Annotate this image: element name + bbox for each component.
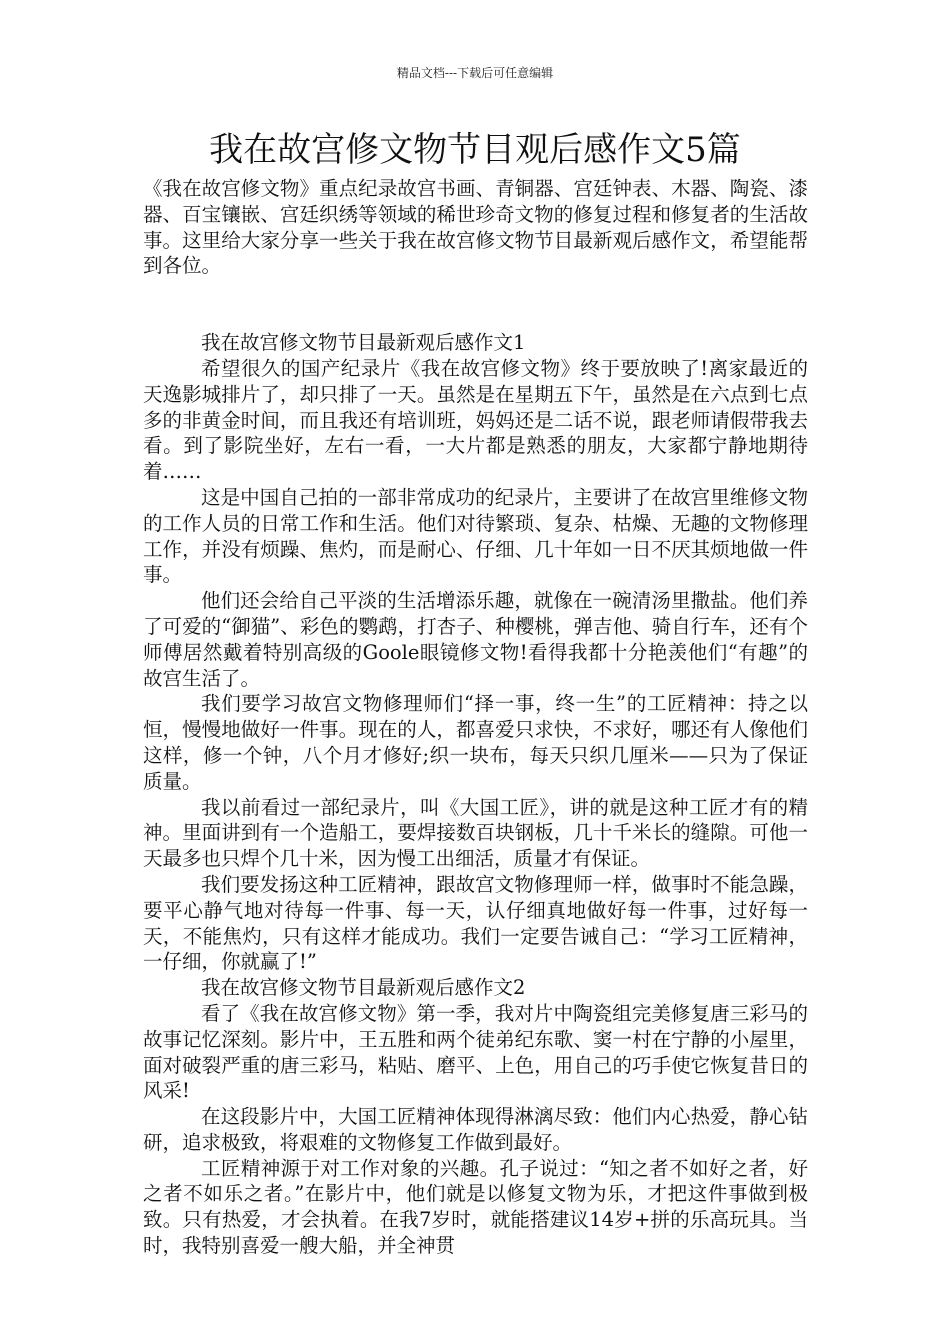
section1-paragraph: 他们还会给自己平淡的生活增添乐趣，就像在一碗清汤里撒盐。他们养了可爱的“御猫”、彩色的鹦鹉，打杏子、种樱桃，弹吉他、骑自行车，还有个师傅居然戴着特别高级的Goole眼镜修文物!看得我都十分艳羡他们“有趣”的故宫生活了。 <box>143 589 808 690</box>
section1-heading: 我在故宫修文物节目最新观后感作文1 <box>201 331 526 355</box>
section1-paragraph: 我们要学习故宫文物修理师们“择一事，终一生”的工匠精神：持之以恒，慢慢地做好一件事。现在的人，都喜爱只求快，不求好，哪还有人像他们这样，修一个钟，八个月才修好;织一块布，每天只织几厘米——只为了保证质量。 <box>143 692 808 793</box>
section2-paragraph: 看了《我在故宫修文物》第一季，我对片中陶瓷组完美修复唐三彩马的故事记忆深刻。影片中，王五胜和两个徒弟纪东歌、窦一村在宁静的小屋里，面对破裂严重的唐三彩马，粘贴、磨平、上色，用自己的巧手使它恢复昔日的风采! <box>143 1001 808 1103</box>
document-title: 我在故宫修文物节目观后感作文5篇 <box>209 130 741 170</box>
section-gap <box>143 279 808 330</box>
section1-paragraph: 我以前看过一部纪录片，叫《大国工匠》，讲的就是这种工匠才有的精神。里面讲到有一个造船工，要焊接数百块钢板，几十千米长的缝隙。可他一天最多也只焊个几十米，因为慢工出细活，质量才有保证。 <box>143 795 808 871</box>
document-body <box>143 176 808 1259</box>
section1-paragraph: 希望很久的国产纪录片《我在故宫修文物》终于要放映了!离家最近的天逸影城排片了，却只排了一天。虽然是在星期五下午，虽然是在六点到七点多的非黄金时间，而且我还有培训班，妈妈还是二话不说，跟老师请假带我去看。到了影院坐好，左右一看，一大片都是熟悉的朋友，大家都宁静地期待着…… <box>143 356 808 484</box>
section2-heading: 我在故宫修文物节目最新观后感作文2 <box>201 976 526 1000</box>
section2-paragraph: 在这段影片中，大国工匠精神体现得淋漓尽致：他们内心热爱，静心钻研，追求极致，将艰难的文物修复工作做到最好。 <box>143 1105 808 1154</box>
section2-paragraph: 工匠精神源于对工作对象的兴趣。孔子说过：“知之者不如好之者，好之者不如乐之者。”在影片中，他们就是以修复文物为乐，才把这件事做到极致。只有热爱，才会执着。在我7岁时，就能搭建议14岁+拼的乐高玩具。当时，我特别喜爱一艘大船，并全神贯 <box>143 1156 808 1258</box>
section1-paragraph: 我们要发扬这种工匠精神，跟故宫文物修理师一样，做事时不能急躁，要平心静气地对待每一件事、每一天，认仔细真地做好每一件事，过好每一天，不能焦灼，只有这样才能成功。我们一定要告诫自己：“学习工匠精神，一仔细，你就赢了!” <box>143 872 808 974</box>
section1-paragraph: 这是中国自己拍的一部非常成功的纪录片，主要讲了在故宫里维修文物的工作人员的日常工作和生活。他们对待繁琐、复杂、枯燥、无趣的文物修理工作，并没有烦躁、焦灼，而是耐心、仔细、几十年如一日不厌其烦地做一件事。 <box>143 485 808 587</box>
page-header: 精品文档---下载后可任意编辑 <box>396 66 554 80</box>
intro-paragraph: 《我在故宫修文物》重点纪录故宫书画、青铜器、宫廷钟表、木器、陶瓷、漆器、百宝镶嵌、宫廷织绣等领域的稀世珍奇文物的修复过程和修复者的生活故事。这里给大家分享一些关于我在故宫修文物节目最新观后感作文，希望能帮到各位。 <box>143 177 808 278</box>
